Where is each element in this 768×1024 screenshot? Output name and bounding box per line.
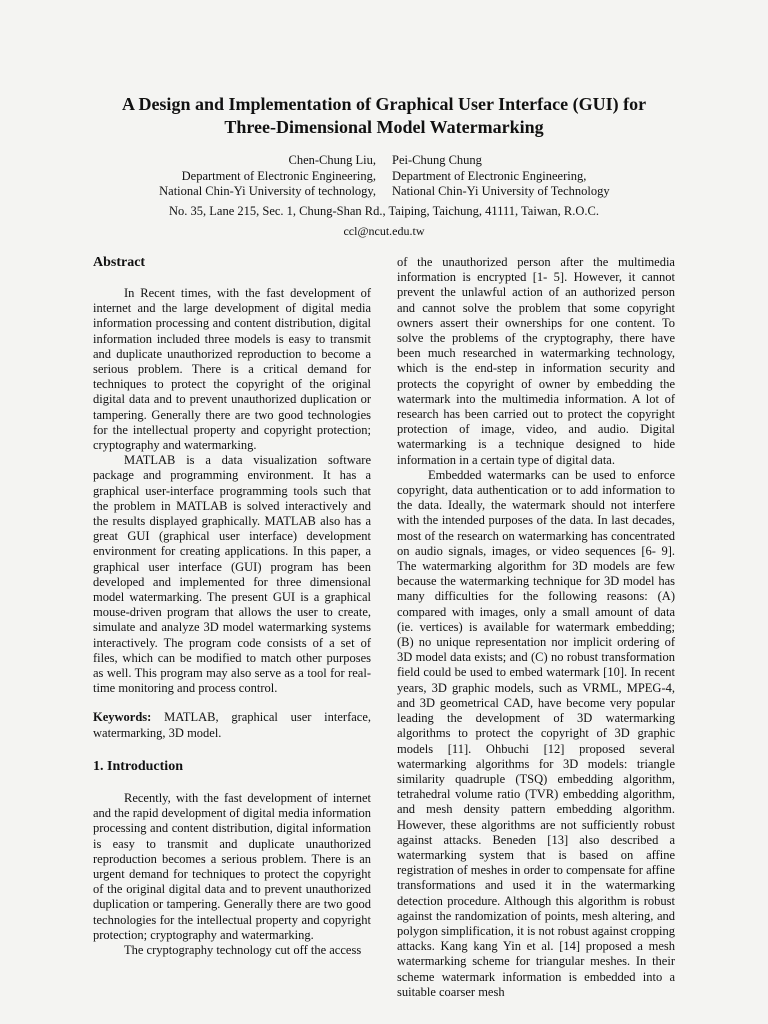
abstract-paragraph-2: MATLAB is a data visualization software package and programming environment. It has a graphical user-interface programming tools such that the problem in MATLAB is solved interactively and the results displayed graphically. MATLAB also has a great GUI (graphical user interface) development environment for creating applications. In this paper, a graphical user interface (GUI) program has been developed and implemented for three dimensional model watermarking. The present GUI is a graphical mouse-driven program that allows the user to create, simulate and analyze 3D model watermarking systems interactively. The program code consists of a set of files, which can be modified to match other purposes as well. This program may also serve as a tool for real-time monitoring and process control. (93, 453, 371, 696)
right-column (397, 255, 675, 1000)
paper-title (60, 93, 708, 139)
author-2-dept: Department of Electronic Engineering, (392, 168, 587, 183)
author-2-name: Pei-Chung Chung (392, 153, 482, 167)
intro-paragraph-1: Recently, with the fast development of internet and the rapid development of digital media information processing and content distribution, digital information is easy to transmit and duplicate unauthorized reproduction becomes a serious problem. There is an urgent demand for techniques to protect the copyright of the original digital data and to prevent unauthorized duplication or tampering. Generally there are two good technologies for the intellectual property and copyright protection; cryptography and watermarking. (93, 790, 371, 942)
author-1-dept: Department of Electronic Engineering, (181, 168, 376, 183)
left-column (93, 254, 371, 958)
author-2-univ: National Chin-Yi University of Technology (392, 184, 610, 198)
author-2 (392, 153, 610, 200)
title-line-2: Three-Dimensional Model Watermarking (224, 117, 544, 137)
introduction-heading: 1. Introduction (93, 758, 183, 774)
title-line-1: A Design and Implementation of Graphical User Interface (GUI) for (121, 94, 647, 114)
keywords-label: Keywords: (93, 710, 152, 725)
keywords-text: MATLAB, graphical user interface, watermarking, 3D model. (93, 710, 371, 740)
author-email: ccl@ncut.edu.tw (343, 224, 425, 238)
keywords (93, 710, 371, 740)
right-paragraph-1: of the unauthorized person after the multimedia information is encrypted [1- 5]. However, it cannot prevent the unlawful action of an authorized person and cannot solve the problem that some copyright owners assert their ownerships for one content. To solve the problems of the cryptography, there have been much researched in watermarking technology, which is the end-step in information security and protects the copyright of owner by embedding the watermark into the multimedia information. A lot of research has been carried out to protect the copyright protection of image, video, and audio. Digital watermarking is a technique designed to hide information in a certain type of digital data. (397, 255, 675, 467)
abstract-heading: Abstract (93, 255, 146, 270)
right-paragraph-2: Embedded watermarks can be used to enforce copyright, data authentication or to add information to the data. Ideally, the watermark should not interfere with the intended purposes of the data. In last decades, most of the research on watermarking has concentrated on audio signals, images, or video sequences [6- 9]. The watermarking algorithm for 3D models are few because the watermarking technique for 3D model has many difficulties for the following reasons: (A) compared with images, only a small amount of data (ie. vertices) is available for watermark embedding; (B) no unique representation nor implicit ordering of 3D model data exists; and (C) no robust transformation field could be used to embed watermark [10]. In recent years, 3D graphic models, such as VRML, MPEG-4, and 3D geometrical CAD, have become very popular leading the development of 3D watermarking algorithms to protect the copyright of 3D graphic models [11]. Ohbuchi [12] proposed several watermarking algorithms for 3D models: triangle similarity quadruple (TSQ) embedding algorithm, tetrahedral volume ratio (TVR) embedding algorithm, and mesh density pattern embedding algorithm. However, these algorithms are not sufficiently robust against attacks. Beneden [13] also described a watermarking system that is based on affine registration of meshes in order to compensate for affine transformations and used it in the watermarking detection procedure. Although this algorithm is robust against the randomization of points, mesh altering, and polygon simplification, it is not robust against cropping attacks. Kang kang Yin et al. [14] proposed a mesh watermarking scheme for triangular meshes. In their scheme watermark information is embedded into a suitable coarser mesh (397, 467, 675, 999)
intro-paragraph-2: The cryptography technology cut off the access (124, 942, 362, 957)
abstract-paragraph-1: In Recent times, with the fast development of internet and the large development of digital media information processing and content distribution, digital information included three models is easy to transmit and duplicate unauthorized reproduction to become a serious problem. There is a critical demand for techniques to protect the copyright of the original digital data and to prevent unauthorized duplication or tampering. Generally there are two good technologies for the intellectual property and copyright protection; cryptography and watermarking. (93, 286, 371, 453)
author-address: No. 35, Lane 215, Sec. 1, Chung-Shan Rd., Taiping, Taichung, 41111, Taiwan, R.O.C. (169, 204, 599, 218)
author-1-univ: National Chin-Yi University of technology, (159, 184, 376, 198)
author-1-name: Chen-Chung Liu, (288, 153, 376, 167)
author-1 (159, 153, 376, 200)
